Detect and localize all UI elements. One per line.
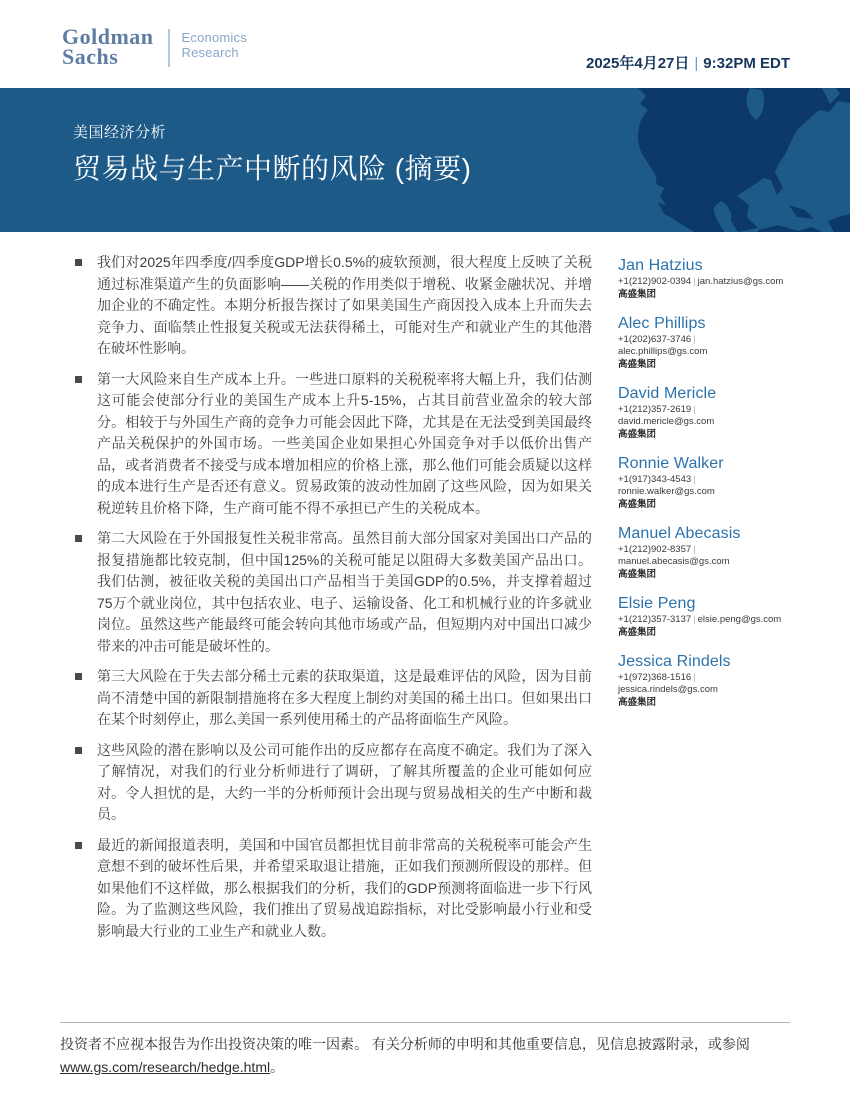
analyst-entry: [618, 652, 810, 709]
disclaimer-period: 。: [270, 1059, 285, 1075]
analyst-email-block: david.mericle@gs.com: [618, 416, 715, 427]
square-bullet-icon: [75, 376, 82, 383]
contact-separator: |: [693, 276, 696, 287]
analyst-contact: [618, 672, 810, 696]
goldman-sachs-logo: [62, 24, 247, 69]
disclaimer-text: 投资者不应视本报告为作出投资决策的唯一因素。 有关分析师的申明和其他重要信息，见信息披露附录，或参阅: [60, 1036, 750, 1052]
logo-divider: [168, 29, 170, 67]
division-line2: Research: [181, 45, 239, 60]
dateline-separator: |: [694, 55, 699, 72]
cuba-silhouette: [789, 205, 814, 219]
publication-date: 2025年4月27日: [585, 55, 690, 72]
square-bullet-icon: [75, 673, 82, 680]
analyst-name: Alec Phillips: [618, 315, 706, 332]
analyst-contact: [618, 544, 810, 568]
analyst-phone: +1(212)357-3137: [618, 614, 692, 625]
analyst-name: Jan Hatzius: [618, 257, 703, 274]
analyst-organization: 高盛集团: [618, 359, 657, 370]
analyst-email-block: alec.phillips@gs.com: [618, 346, 708, 357]
summary-bullet-item: [75, 835, 592, 943]
bullet-paragraph: 我们对2025年四季度/四季度GDP增长0.5%的疲软预测，很大程度上反映了关税通过标准渠道产生的负面影响——关税的作用类似于增税、收紧金融状况、并增加企业的不确定性。本期分析报告探讨了如果美国生产商因投入成本上升而失去竞争力、面临禁止性报复关税或无法获得稀土，可能对生产和就业产生的其他潜在破坏性影响。: [97, 254, 592, 356]
bullet-paragraph: 第一大风险来自生产成本上升。一些进口原料的关税税率将大幅上升，我们估测这可能会使部分行业的美国生产成本上升5-15%，占其目前营业盈余的较大部分。相较于与外国生产商的竞争力可能会因此下降，尤其是在无法受到美国最终产品关税保护的外国市场。一些美国企业如果担心外国竞争对手以低价出售产品，或者消费者不接受与成本增加相应的价格上涨，那么他们可能会质疑以这样的成本进行生产是否还有意义。贸易政策的波动性加剧了这些风险，因为如果关税逆转且价格下降，生产商可能不得不承担已产生的关税成本。: [97, 370, 592, 516]
central-america-strip: [758, 225, 822, 232]
summary-bullet-item: [75, 740, 592, 826]
analyst-contact: [618, 474, 810, 498]
summary-bullet-item: [75, 252, 592, 360]
analyst-phone: +1(212)902-8357: [618, 544, 692, 555]
analyst-phone: +1(202)637-3746: [618, 334, 692, 345]
bullet-paragraph: 最近的新闻报道表明，美国和中国官员都担忧目前非常高的关税税率可能会产生意想不到的破坏性后果，并希望采取退让措施，正如我们预测所假设的那样。但如果他们不这样做，那么根据我们的分析，我们的GDP预测将面临进一步下行风险。为了监测这些风险，我们推出了贸易战追踪指标，对比受影响最小行业和受影响最大行业的工业生产和就业人数。: [97, 836, 592, 939]
contact-separator: |: [693, 614, 696, 625]
analyst-phone: +1(212)902-0394: [618, 276, 692, 287]
square-bullet-icon: [75, 747, 82, 754]
footer-disclaimer: [60, 1033, 770, 1079]
analyst-phone: +1(917)343-4543: [618, 474, 692, 485]
analyst-phone: +1(972)368-1516: [618, 672, 692, 683]
title-banner: [0, 88, 850, 232]
banner-text-block: [73, 124, 471, 186]
report-series-label: 美国经济分析: [73, 124, 167, 141]
continent-silhouette: [638, 88, 850, 232]
analyst-organization: 高盛集团: [618, 499, 657, 510]
analyst-email-block: manuel.abecasis@gs.com: [618, 556, 730, 567]
publication-dateline: [586, 52, 790, 73]
bullet-paragraph: 第二大风险在于外国报复性关税非常高。虽然目前大部分国家对美国出口产品的报复措施都比较克制，但中国125%的关税可能足以阻碍大多数美国产品出口。我们估测，被征收关税的美国出口产品相当于美国GDP的0.5%，并支撑着超过75万个就业岗位，其中包括农业、电子、运输设备、化工和机械行业的许多就业岗位。虽然这些产能最终可能会转向其他市场或产品，但短期内对中国出口减少带来的冲击可能是破坏性的。: [97, 530, 592, 654]
summary-bullet-list: [75, 252, 592, 951]
brand-wordmark: [62, 24, 154, 69]
analyst-email-inline: elsie.peng@gs.com: [697, 614, 782, 625]
square-bullet-icon: [75, 259, 82, 266]
south-america-edge: [828, 214, 850, 232]
bullet-paragraph: 这些风险的潜在影响以及公司可能作出的反应都存在高度不确定。我们为了深入了解情况，对我们的行业分析师进行了调研，了解其所覆盖的企业可能如何应对。令人担忧的是，大约一半的分析师预计会出现与贸易战相关的生产中断和裁员。: [97, 741, 592, 822]
north-america-map-graphic: [600, 88, 850, 232]
analyst-name: Jessica Rindels: [618, 653, 731, 670]
brand-line2: Sachs: [62, 44, 119, 69]
analyst-entry: [618, 314, 810, 371]
analyst-contact-list: [618, 256, 810, 722]
division-line1: Economics: [181, 30, 247, 45]
analyst-contact: [618, 614, 810, 626]
analyst-organization: 高盛集团: [618, 289, 657, 300]
summary-bullet-item: [75, 369, 592, 520]
contact-separator: |: [693, 474, 696, 485]
analyst-phone: +1(212)357-2619: [618, 404, 692, 415]
analyst-name: David Mericle: [618, 385, 717, 402]
analyst-entry: [618, 524, 810, 581]
contact-separator: |: [693, 672, 696, 683]
summary-bullet-item: [75, 528, 592, 657]
report-header: [0, 0, 850, 88]
publication-time: 9:32PM EDT: [703, 55, 790, 72]
analyst-entry: [618, 384, 810, 441]
analyst-email-block: jessica.rindels@gs.com: [618, 684, 718, 695]
analyst-organization: 高盛集团: [618, 429, 657, 440]
analyst-contact: [618, 276, 810, 288]
hedge-disclosure-link[interactable]: www.gs.com/research/hedge.html: [60, 1059, 271, 1075]
bullet-paragraph: 第三大风险在于失去部分稀土元素的获取渠道，这是最难评估的风险，因为目前尚不清楚中国的新限制措施将在多大程度上制约对美国的稀土出口。但如果出口在某个时刻停止，那么美国一系列使用稀土的产品将面临生产风险。: [97, 668, 592, 727]
analyst-organization: 高盛集团: [618, 627, 657, 638]
square-bullet-icon: [75, 842, 82, 849]
analyst-email-inline: jan.hatzius@gs.com: [697, 276, 784, 287]
summary-bullet-item: [75, 666, 592, 731]
analyst-organization: 高盛集团: [618, 697, 657, 708]
analyst-entry: [618, 454, 810, 511]
analyst-name: Ronnie Walker: [618, 455, 724, 472]
analyst-name: Elsie Peng: [618, 595, 696, 612]
analyst-contact: [618, 404, 810, 428]
report-title: 贸易战与生产中断的风险 (摘要): [73, 153, 472, 184]
square-bullet-icon: [75, 535, 82, 542]
analyst-entry: [618, 256, 810, 301]
analyst-name: Manuel Abecasis: [618, 525, 741, 542]
brand-line1: Goldman: [62, 24, 154, 49]
analyst-entry: [618, 594, 810, 639]
footer-divider: [60, 1022, 790, 1023]
analyst-contact: [618, 334, 810, 358]
division-label: [182, 27, 247, 67]
contact-separator: |: [693, 544, 696, 555]
analyst-email-block: ronnie.walker@gs.com: [618, 486, 715, 497]
analyst-organization: 高盛集团: [618, 569, 657, 580]
contact-separator: |: [693, 404, 696, 415]
contact-separator: |: [693, 334, 696, 345]
